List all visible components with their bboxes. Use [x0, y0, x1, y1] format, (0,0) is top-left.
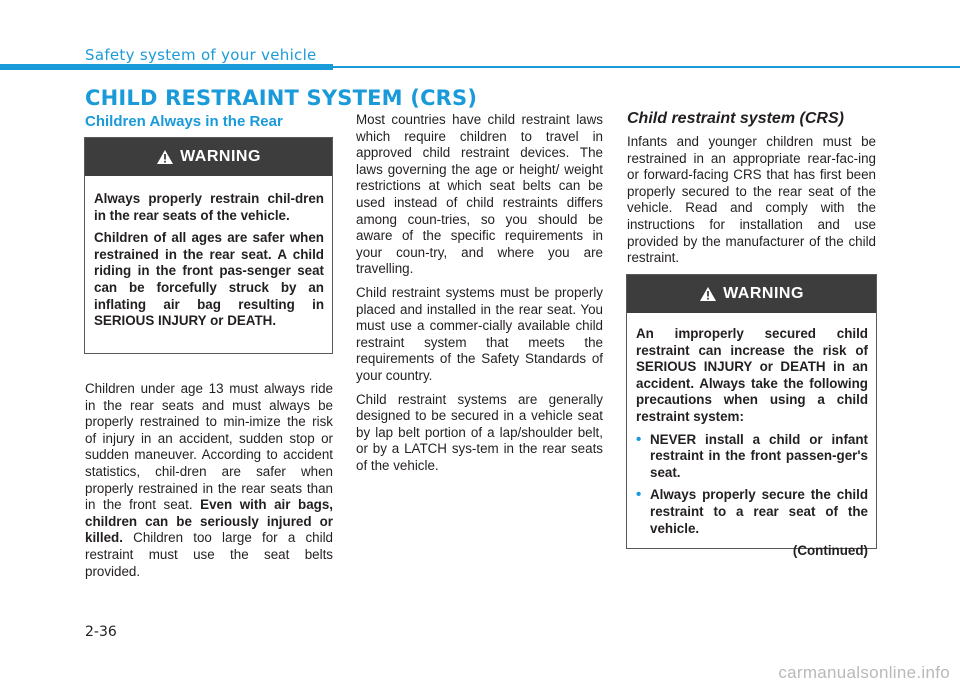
bullet-dot-icon: •	[636, 486, 642, 504]
left-body-text-start: Children under age 13 must always ride in the rear seats and must always be properly restrained to min-imize the risk of injury in an accident, sudden stop or sudden maneuver. According to accident statistics, chil-dren are safer when properly restrained in the rear seats than in the front seat.	[85, 381, 333, 513]
middle-paragraph-2: Child restraint systems must be properly placed and installed in the rear seat. You must use a commer-cially available child restraint system that meets the requirements of the Safety Standards of your country.	[356, 284, 603, 383]
header-accent-bar	[0, 64, 333, 70]
middle-paragraph-1: Most countries have child restraint laws which require children to travel in approved child restraint devices. The laws governing the age or height/ weight restrictions at which seat belts can be used instead of child restraints differs among coun-tries, so you should be aware of the specific requirements in your coun-try, and where you are travelling.	[356, 112, 603, 277]
right-column-heading: Child restraint system (CRS)	[627, 110, 844, 127]
page-number: 2-36	[85, 624, 117, 640]
left-warning-body	[85, 176, 332, 342]
left-warning-label: WARNING	[180, 148, 261, 165]
right-warning-bullet-1	[636, 432, 868, 482]
right-warning-bullet-2	[636, 487, 868, 537]
right-paragraph: Infants and younger children must be restrained in an appropriate rear-fac-ing or forward-facing CRS that has first been properly secured to the rear seat of the vehicle. Read and comply with the instructions for installation and use provided by the manufacturer of the child restraint.	[627, 134, 876, 266]
left-body-bold-text: Even with air bags, children can be seriously injured or killed.	[85, 497, 333, 546]
right-warning-box	[626, 274, 877, 559]
right-column-text	[627, 134, 876, 274]
right-warning-header	[627, 275, 876, 313]
bullet-dot-icon: •	[636, 430, 642, 448]
left-warning-paragraph-1: Always properly restrain chil-dren in the rear seats of the vehicle.	[94, 191, 324, 223]
right-warning-bullet-2-text: Always properly secure the child restraint to a rear seat of the vehicle.	[650, 487, 868, 536]
right-warning-label: WARNING	[723, 285, 804, 302]
watermark: carmanualsonline.info	[778, 663, 950, 682]
right-warning-bullets	[636, 432, 868, 538]
left-warning-paragraph-2: Children of all ages are safer when restrained in the rear seat. A child riding in the front pas-senger seat can be forcefully struck by an inflating air bag resulting in SERIOUS INJURY or DEATH.	[94, 230, 324, 329]
right-warning-bullet-1-text: NEVER install a child or infant restraint in the front passen-ger's seat.	[650, 431, 868, 480]
left-warning-box	[84, 137, 333, 354]
header-title: Safety system of your vehicle	[85, 46, 317, 64]
left-body-text-end: Children too large for a child restraint must use the seat belts provided.	[85, 530, 333, 579]
warning-triangle-icon	[156, 149, 174, 165]
right-warning-intro: An improperly secured child restraint can increase the risk of SERIOUS INJURY or DEATH in an accident. Always take the following precautions when using a child restraint system:	[636, 326, 868, 424]
right-warning-body	[627, 313, 876, 566]
middle-paragraph-3: Child restraint systems are generally designed to be secured in a vehicle seat by lap belt portion of a lap/shoulder belt, or by a LATCH sys-tem in the rear seats of the vehicle.	[356, 391, 603, 473]
left-warning-header	[85, 138, 332, 176]
left-body-text	[85, 381, 333, 587]
section-title: CHILD RESTRAINT SYSTEM (CRS)	[85, 86, 478, 110]
right-warning-continued: (Continued)	[792, 543, 868, 559]
left-column-heading: Children Always in the Rear	[85, 113, 283, 130]
warning-triangle-icon	[699, 286, 717, 302]
middle-column-text	[356, 112, 603, 481]
left-body-paragraph	[85, 381, 333, 580]
